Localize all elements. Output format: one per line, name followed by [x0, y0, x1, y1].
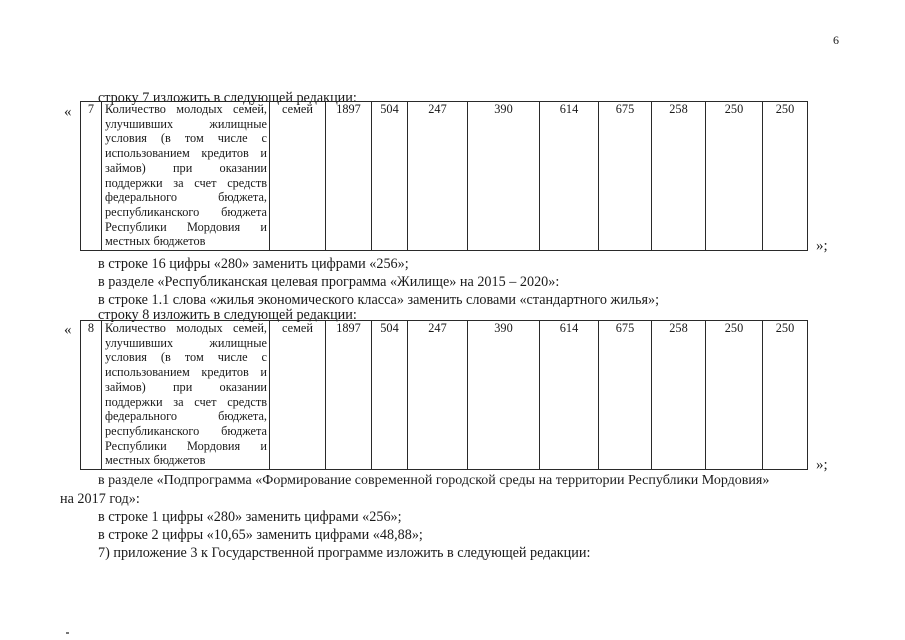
value-cell: 247 — [408, 321, 468, 470]
value-cell: 614 — [540, 321, 599, 470]
row-8-table — [80, 320, 808, 470]
row-number: 7 — [81, 102, 102, 251]
scan-speck — [66, 632, 69, 634]
line-3: в строке 1.1 слова «жилья экономического класса» заменить словами «стандартного жилья»; — [98, 292, 660, 308]
indicator-name: Количество молодых семей, улучшивших жилищные условия (в том числе с использованием кредитов и займов) при оказании поддержки за счет средств федерального бюджета, республиканского бюджета Республики Мордовия и местных бюджетов — [102, 321, 270, 470]
value-cell: 247 — [408, 102, 468, 251]
value-cell: 675 — [599, 102, 652, 251]
value-cell: 504 — [372, 321, 408, 470]
row-7-table — [80, 101, 808, 251]
value-cell: 390 — [468, 321, 540, 470]
value-cell: 1897 — [326, 102, 372, 251]
close-quote-row-7: »; — [816, 238, 828, 254]
line-4a: в разделе «Подпрограмма «Формирование современной городской среды на территории Республики Мордовия» — [98, 473, 770, 488]
table-row — [81, 102, 808, 251]
value-cell: 250 — [763, 321, 808, 470]
table-row — [81, 321, 808, 470]
row-number: 8 — [81, 321, 102, 470]
intro-row-7: строку 7 изложить в следующей редакции: — [98, 90, 357, 106]
value-cell: 1897 — [326, 321, 372, 470]
open-quote-row-8: « — [64, 322, 72, 338]
line-4b: на 2017 год»: — [60, 491, 140, 507]
line-5: в строке 1 цифры «280» заменить цифрами «256»; — [98, 509, 402, 525]
value-cell: 675 — [599, 321, 652, 470]
line-7: 7) приложение 3 к Государственной программе изложить в следующей редакции: — [98, 545, 591, 561]
value-cell: 614 — [540, 102, 599, 251]
unit-cell: семей — [270, 321, 326, 470]
unit-cell: семей — [270, 102, 326, 251]
open-quote-row-7: « — [64, 104, 72, 120]
line-1: в строке 16 цифры «280» заменить цифрами «256»; — [98, 256, 409, 272]
page-number: 6 — [833, 33, 839, 47]
intro-row-8: строку 8 изложить в следующей редакции: — [98, 307, 357, 323]
value-cell: 250 — [706, 321, 763, 470]
value-cell: 504 — [372, 102, 408, 251]
value-cell: 250 — [763, 102, 808, 251]
value-cell: 390 — [468, 102, 540, 251]
line-2: в разделе «Республиканская целевая программа «Жилище» на 2015 – 2020»: — [98, 274, 560, 290]
value-cell: 258 — [652, 321, 706, 470]
line-6: в строке 2 цифры «10,65» заменить цифрами «48,88»; — [98, 527, 423, 543]
value-cell: 258 — [652, 102, 706, 251]
value-cell: 250 — [706, 102, 763, 251]
indicator-name: Количество молодых семей, улучшивших жилищные условия (в том числе с использованием кредитов и займов) при оказании поддержки за счет средств федерального бюджета, республиканского бюджета Республики Мордовия и местных бюджетов — [102, 102, 270, 251]
close-quote-row-8: »; — [816, 457, 828, 473]
